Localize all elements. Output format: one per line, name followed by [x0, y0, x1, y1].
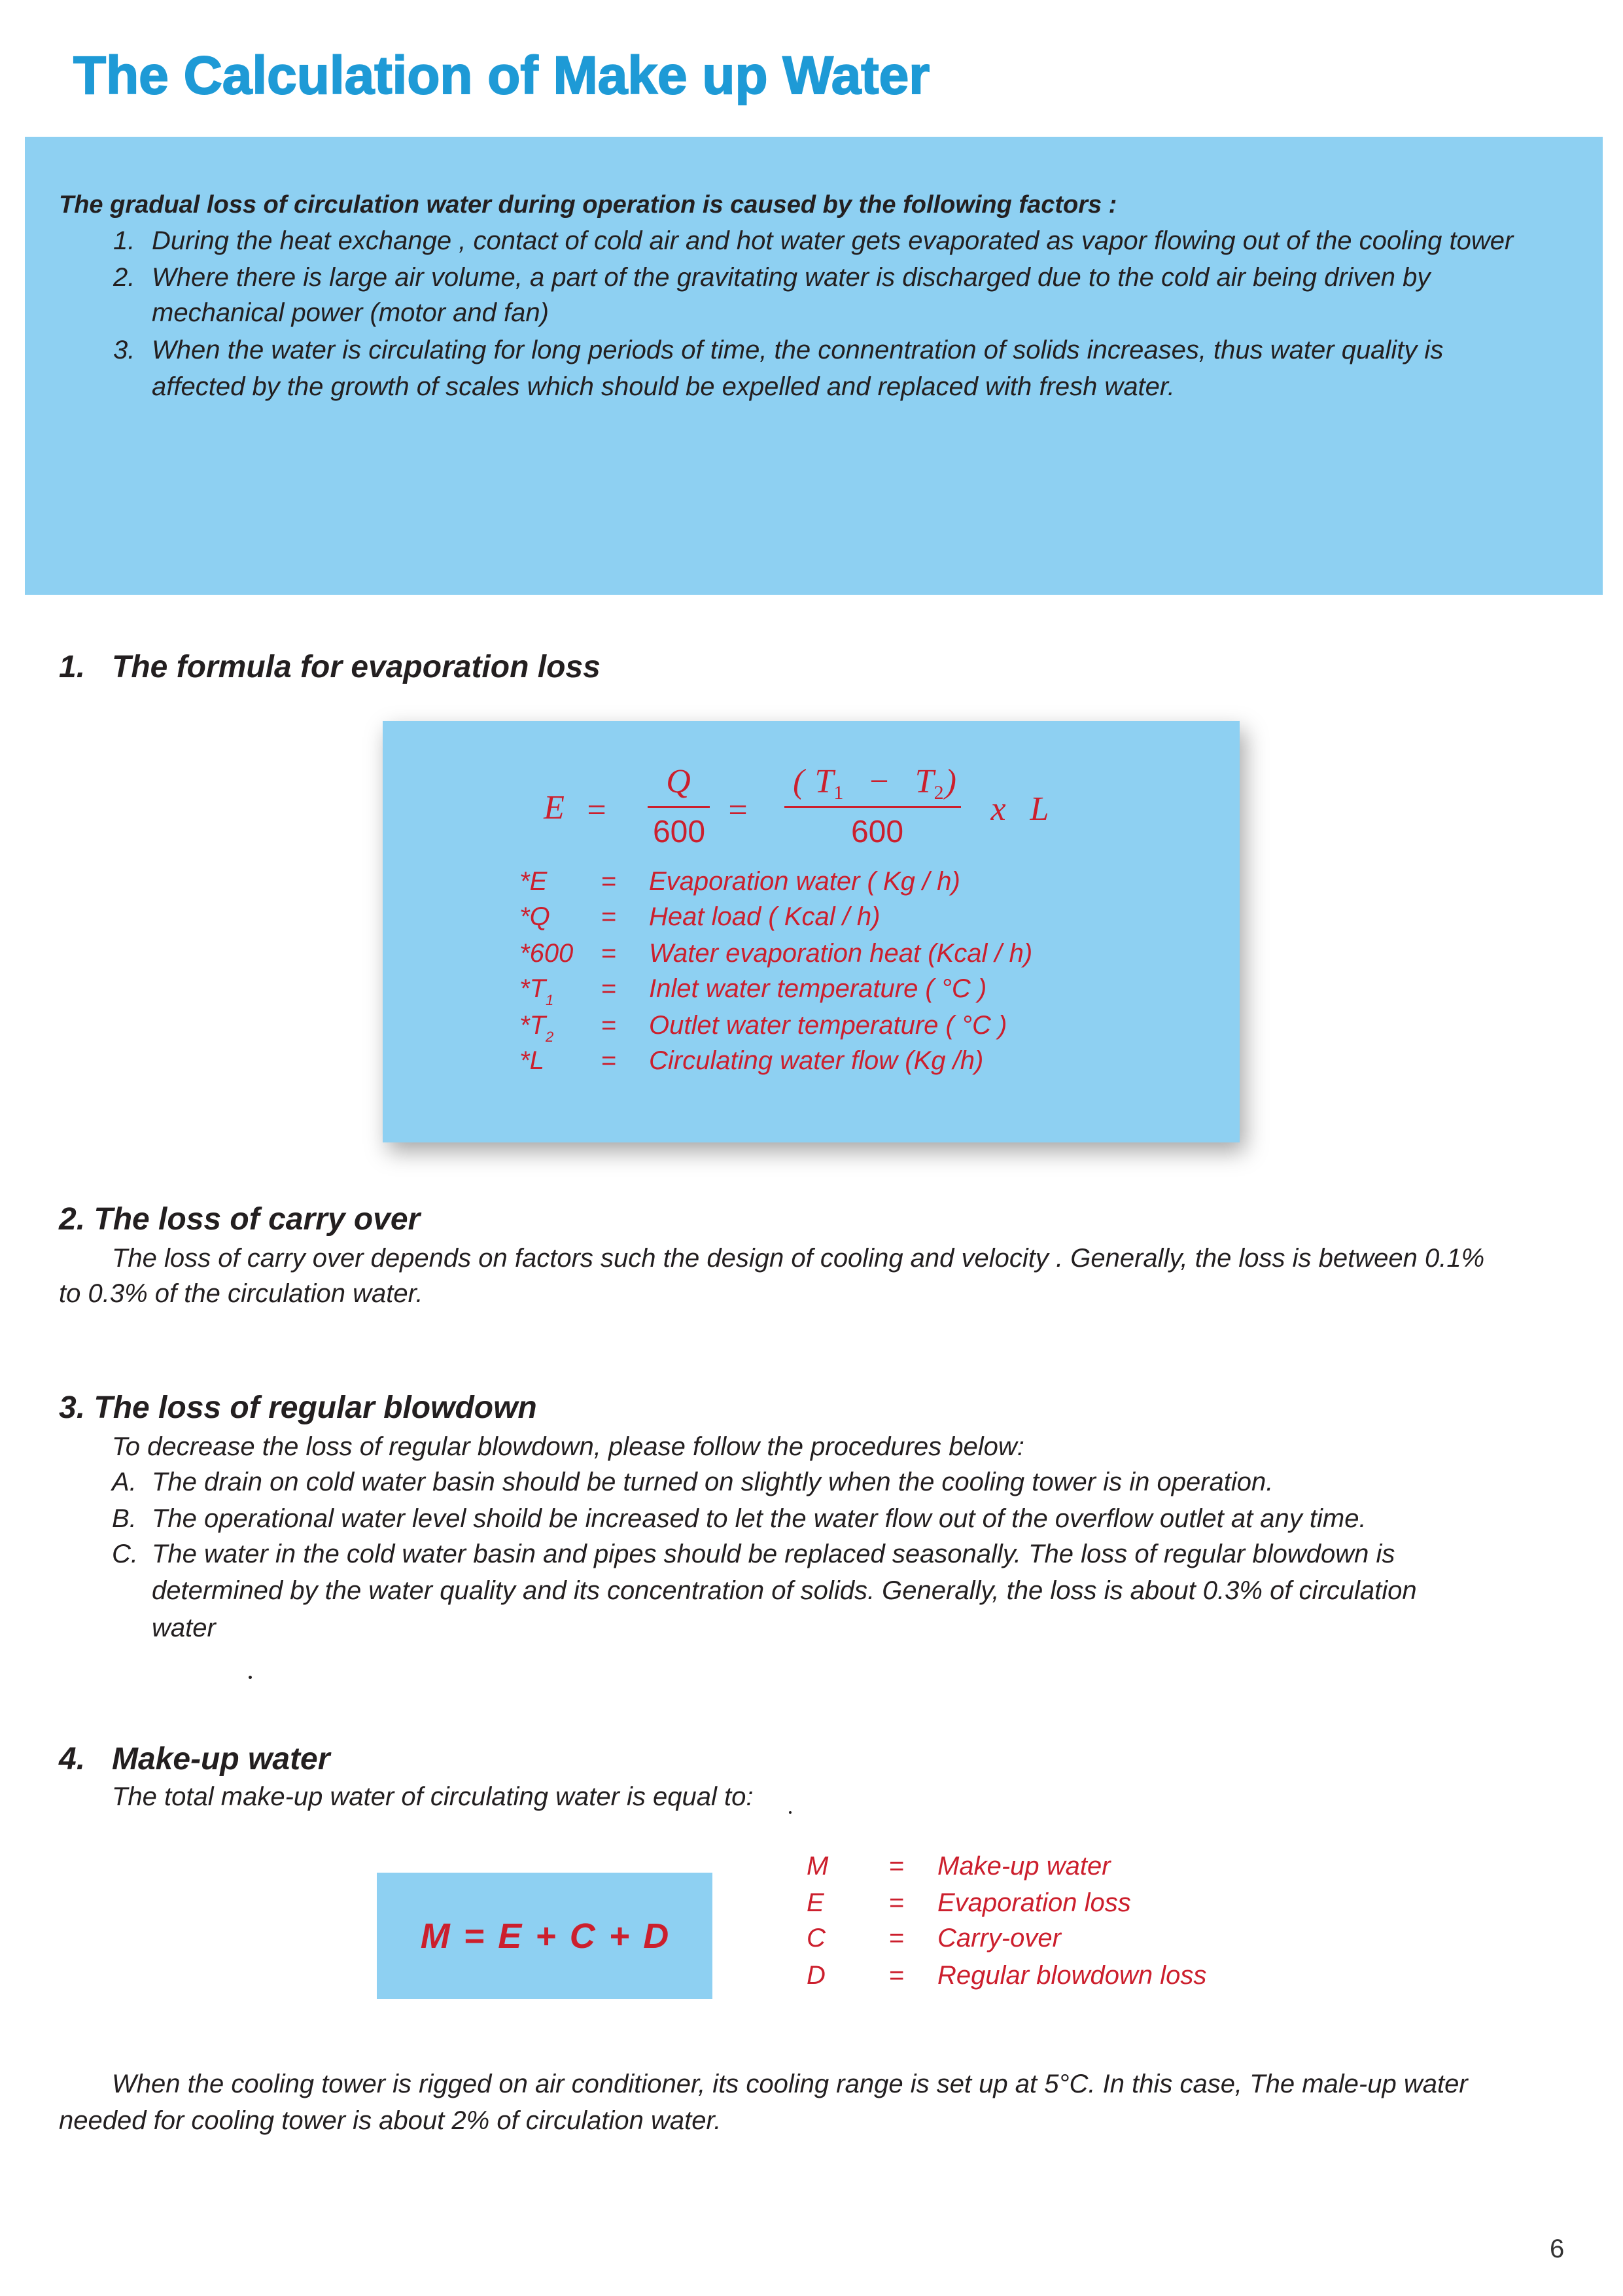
formula-frac2-numerator	[793, 763, 956, 804]
blowdown-item-b-line-1: The operational water level shoild be increased to let the water flow out of the overflow outlet at any time.	[152, 1504, 1367, 1533]
intro-item-2-number: 2.	[113, 263, 135, 292]
definition-1-symbol: *E	[519, 867, 548, 896]
intro-item-2-line-1: Where there is large air volume, a part of the gravitating water is discharged due to the cold air being driven by	[152, 263, 1431, 292]
definition-3-description: Water evaporation heat (Kcal / h)	[649, 939, 1033, 968]
formula-t1: T	[814, 763, 834, 800]
intro-item-1-number: 1.	[113, 226, 135, 255]
formula-close-paren: )	[945, 763, 956, 800]
definition-6-description: Circulating water flow (Kg /h)	[649, 1046, 984, 1075]
formula-frac1-bar	[648, 806, 710, 808]
definition-2-symbol: *Q	[519, 902, 550, 931]
formula-equals-2: =	[728, 792, 748, 829]
intro-item-3-line-2: affected by the growth of scales which should be expelled and replaced with fresh water.	[152, 372, 1175, 401]
formula-frac2-bar	[784, 806, 961, 808]
carry-over-line-2: to 0.3% of the circulation water.	[59, 1279, 423, 1308]
intro-item-2-line-2: mechanical power (motor and fan)	[152, 298, 549, 327]
formula-rhs: L	[1030, 790, 1049, 828]
section-2-heading: 2. The loss of carry over	[59, 1202, 421, 1237]
intro-item-3-line-1: When the water is circulating for long periods of time, the connentration of solids increases, thus water quality is	[152, 336, 1444, 364]
blowdown-item-c-line-1: The water in the cold water basin and pipes should be replaced seasonally. The loss of regular blowdown is	[152, 1540, 1395, 1568]
formula-frac2-denominator: 600	[850, 815, 904, 849]
formula-t2-subscript: 2	[934, 782, 944, 804]
intro-lead: The gradual loss of circulation water during operation is caused by the following factors :	[59, 191, 1117, 219]
formula-open-paren: (	[793, 763, 805, 800]
blowdown-item-c-line-3: water	[152, 1614, 216, 1642]
definition-4-symbol-base: *T	[519, 974, 546, 1003]
formula-t1-subscript: 1	[833, 782, 844, 804]
stray-dot	[249, 1676, 252, 1679]
section-1-number: 1.	[59, 650, 86, 684]
closing-line-2: needed for cooling tower is about 2% of circulation water.	[59, 2106, 722, 2135]
makeup-equation-box	[377, 1873, 712, 1999]
definition-5-symbol-base: *T	[519, 1011, 546, 1040]
definition-2-equals: =	[601, 902, 617, 931]
definition-6-symbol: *L	[519, 1046, 544, 1075]
legend-2-symbol: E	[807, 1888, 824, 1917]
blowdown-intro: To decrease the loss of regular blowdown, please follow the procedures below:	[112, 1432, 1024, 1461]
definition-4-description: Inlet water temperature ( °C )	[649, 974, 987, 1003]
legend-3-symbol: C	[807, 1924, 826, 1952]
intro-item-3-number: 3.	[113, 336, 135, 364]
legend-4-equals: =	[889, 1961, 905, 1990]
definition-2-description: Heat load ( Kcal / h)	[649, 902, 881, 931]
definition-4-subscript: 1	[546, 992, 554, 1008]
formula-times: x	[990, 790, 1006, 828]
stray-dot-2	[789, 1811, 792, 1814]
legend-1-description: Make-up water	[937, 1852, 1111, 1881]
definition-5-equals: =	[601, 1011, 617, 1040]
formula-frac1-numerator: Q	[666, 763, 691, 800]
definition-5-description: Outlet water temperature ( °C )	[649, 1011, 1007, 1040]
carry-over-line-1: The loss of carry over depends on factors such the design of cooling and velocity . Generally, the loss is between 0.1%	[112, 1244, 1485, 1273]
formula-equals-1: =	[587, 792, 606, 829]
blowdown-item-c-line-2: determined by the water quality and its concentration of solids. Generally, the loss is about 0.3% of circulation	[152, 1576, 1417, 1605]
legend-4-symbol: D	[807, 1961, 826, 1990]
section-1-heading: The formula for evaporation loss	[112, 650, 601, 684]
legend-2-equals: =	[889, 1888, 905, 1917]
blowdown-item-b-letter: B.	[112, 1504, 137, 1533]
formula-frac1-denominator: 600	[652, 815, 706, 849]
page-title: The Calculation of Make up Water	[73, 46, 930, 105]
makeup-equation: M = E + C + D	[420, 1916, 669, 1956]
formula-lhs: E	[544, 789, 565, 826]
legend-2-description: Evaporation loss	[937, 1888, 1131, 1917]
legend-4-description: Regular blowdown loss	[937, 1961, 1207, 1990]
blowdown-item-a-line-1: The drain on cold water basin should be turned on slightly when the cooling tower is in operation.	[152, 1468, 1274, 1496]
definition-1-equals: =	[601, 867, 617, 896]
definition-5-symbol	[519, 1011, 554, 1045]
page-number: 6	[1550, 2234, 1565, 2263]
blowdown-item-a-letter: A.	[112, 1468, 137, 1496]
makeup-intro: The total make-up water of circulating water is equal to:	[112, 1782, 754, 1811]
legend-1-symbol: M	[807, 1852, 829, 1881]
definition-1-description: Evaporation water ( Kg / h)	[649, 867, 960, 896]
section-3-heading: 3. The loss of regular blowdown	[59, 1390, 537, 1425]
intro-panel	[25, 137, 1603, 595]
evaporation-formula-panel	[383, 721, 1240, 1142]
definition-4-symbol	[519, 976, 553, 1006]
blowdown-item-c-letter: C.	[112, 1540, 138, 1568]
closing-line-1: When the cooling tower is rigged on air conditioner, its cooling range is set up at 5°C. In this case, The male-up water	[112, 2070, 1468, 2098]
definition-3-equals: =	[601, 939, 617, 968]
legend-1-equals: =	[889, 1852, 905, 1881]
section-4-heading: Make-up water	[112, 1742, 330, 1776]
formula-t2: T	[915, 763, 934, 800]
definition-4-equals: =	[601, 974, 617, 1003]
intro-item-1-line-1: During the heat exchange , contact of cold air and hot water gets evaporated as vapor flowing out of the cooling tower	[152, 226, 1514, 255]
definition-6-equals: =	[601, 1046, 617, 1075]
legend-3-description: Carry-over	[937, 1924, 1061, 1952]
section-4-number: 4.	[59, 1742, 86, 1776]
definition-5-subscript: 2	[546, 1029, 554, 1045]
legend-3-equals: =	[889, 1924, 905, 1952]
definition-3-symbol: *600	[519, 939, 574, 968]
formula-minus: −	[869, 763, 889, 800]
